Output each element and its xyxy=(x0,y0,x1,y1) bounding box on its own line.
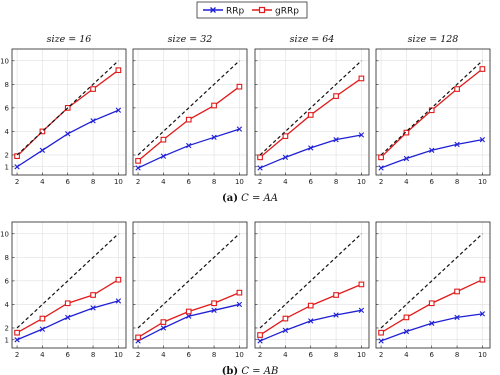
panel-title: size = 128 xyxy=(407,34,459,45)
point-grrp xyxy=(404,315,409,320)
x-tick-label: 6 xyxy=(186,351,191,359)
square-marker-icon xyxy=(260,8,265,13)
point-grrp xyxy=(359,282,364,287)
x-tick-label: 2 xyxy=(378,178,384,186)
point-grrp xyxy=(334,293,339,298)
x-tick-label: 10 xyxy=(234,351,244,359)
x-tick-label: 2 xyxy=(257,178,263,186)
x-tick-label: 10 xyxy=(113,178,123,186)
point-grrp xyxy=(283,316,288,321)
point-grrp xyxy=(65,301,70,306)
y-tick-label: 4 xyxy=(4,300,9,309)
legend-label-grrp: gRRp xyxy=(275,6,299,17)
chart-panel-bottom-2 xyxy=(133,222,247,359)
point-grrp xyxy=(237,84,242,89)
x-tick-label: 4 xyxy=(40,351,45,359)
x-tick-label: 4 xyxy=(161,351,166,359)
x-tick-label: 6 xyxy=(429,178,434,186)
point-grrp xyxy=(91,293,96,298)
x-tick-label: 4 xyxy=(283,351,288,359)
point-grrp xyxy=(212,301,217,306)
chart-panel-bottom-4 xyxy=(376,222,490,359)
x-tick-label: 8 xyxy=(211,178,217,186)
panel-title: size = 64 xyxy=(289,34,335,45)
y-tick-label: 1 xyxy=(4,163,9,172)
legend-label-rrp: RRp xyxy=(226,6,245,17)
y-tick-label: 2 xyxy=(4,324,9,333)
caption-top xyxy=(222,193,278,204)
caption-top-text: C = AA xyxy=(241,193,278,204)
x-tick-label: 8 xyxy=(454,178,460,186)
x-tick-label: 2 xyxy=(135,178,141,186)
caption-bottom xyxy=(222,366,279,375)
panel-title: size = 16 xyxy=(46,34,92,45)
x-tick-label: 4 xyxy=(404,178,409,186)
plot-frame xyxy=(133,222,247,348)
y-tick-label: 4 xyxy=(4,127,9,136)
x-tick-label: 8 xyxy=(211,351,217,359)
point-grrp xyxy=(480,277,485,282)
point-grrp xyxy=(429,301,434,306)
x-tick-label: 10 xyxy=(477,178,487,186)
x-tick-label: 10 xyxy=(356,178,366,186)
point-grrp xyxy=(379,155,384,160)
x-tick-label: 6 xyxy=(308,178,313,186)
point-grrp xyxy=(161,137,166,142)
plot-frame xyxy=(133,49,247,175)
point-grrp xyxy=(136,335,141,340)
point-grrp xyxy=(283,134,288,139)
y-tick-label: 6 xyxy=(4,104,9,113)
point-grrp xyxy=(116,277,121,282)
x-tick-label: 10 xyxy=(477,351,487,359)
y-tick-label: 2 xyxy=(4,151,9,160)
x-tick-label: 8 xyxy=(333,351,339,359)
x-tick-label: 2 xyxy=(135,351,141,359)
chart-panel-top-1 xyxy=(0,34,126,186)
x-tick-label: 2 xyxy=(378,351,384,359)
point-grrp xyxy=(258,333,263,338)
x-tick-label: 6 xyxy=(308,351,313,359)
x-tick-label: 6 xyxy=(65,178,70,186)
x-tick-label: 4 xyxy=(404,351,409,359)
point-grrp xyxy=(258,155,263,160)
x-tick-label: 6 xyxy=(429,351,434,359)
x-tick-label: 2 xyxy=(14,351,20,359)
point-grrp xyxy=(334,94,339,99)
y-tick-label: 10 xyxy=(0,57,9,66)
x-tick-label: 10 xyxy=(356,351,366,359)
x-tick-label: 8 xyxy=(90,351,96,359)
x-tick-label: 2 xyxy=(14,178,20,186)
x-tick-label: 8 xyxy=(333,178,339,186)
caption-bottom-letter: (b) xyxy=(221,366,239,375)
chart-panel-top-4 xyxy=(376,34,490,186)
plot-frame xyxy=(12,49,126,175)
point-grrp xyxy=(480,67,485,72)
x-tick-label: 4 xyxy=(161,178,166,186)
caption-bottom-text: C = AB xyxy=(241,366,279,375)
y-tick-label: 10 xyxy=(0,230,9,239)
chart-panel-bottom-1 xyxy=(0,222,126,359)
point-grrp xyxy=(237,290,242,295)
x-tick-label: 6 xyxy=(186,178,191,186)
point-grrp xyxy=(91,87,96,92)
point-grrp xyxy=(455,289,460,294)
caption-top-letter: (a) xyxy=(222,193,238,204)
x-tick-label: 4 xyxy=(283,178,288,186)
point-grrp xyxy=(186,309,191,314)
chart-panel-top-3 xyxy=(255,34,369,186)
x-tick-label: 8 xyxy=(454,351,460,359)
point-grrp xyxy=(136,159,141,164)
y-tick-label: 8 xyxy=(4,80,9,89)
x-tick-label: 10 xyxy=(234,178,244,186)
point-grrp xyxy=(212,103,217,108)
y-tick-label: 8 xyxy=(4,253,9,262)
x-tick-label: 6 xyxy=(65,351,70,359)
point-grrp xyxy=(40,316,45,321)
plot-frame xyxy=(376,222,490,348)
legend xyxy=(197,2,307,18)
x-tick-label: 4 xyxy=(40,178,45,186)
point-grrp xyxy=(308,113,313,118)
y-tick-label: 1 xyxy=(4,336,9,345)
point-grrp xyxy=(455,87,460,92)
x-tick-label: 10 xyxy=(113,351,123,359)
panel-title: size = 32 xyxy=(167,34,213,45)
x-tick-label: 8 xyxy=(90,178,96,186)
point-grrp xyxy=(15,330,20,335)
point-grrp xyxy=(308,303,313,308)
plot-frame xyxy=(255,49,369,175)
point-grrp xyxy=(186,117,191,122)
x-tick-label: 2 xyxy=(257,351,263,359)
point-grrp xyxy=(116,68,121,73)
chart-panel-bottom-3 xyxy=(255,222,369,359)
point-grrp xyxy=(161,320,166,325)
y-tick-label: 6 xyxy=(4,277,9,286)
plot-frame xyxy=(255,222,369,348)
point-grrp xyxy=(359,76,364,81)
point-grrp xyxy=(379,330,384,335)
chart-panel-top-2 xyxy=(133,34,247,186)
